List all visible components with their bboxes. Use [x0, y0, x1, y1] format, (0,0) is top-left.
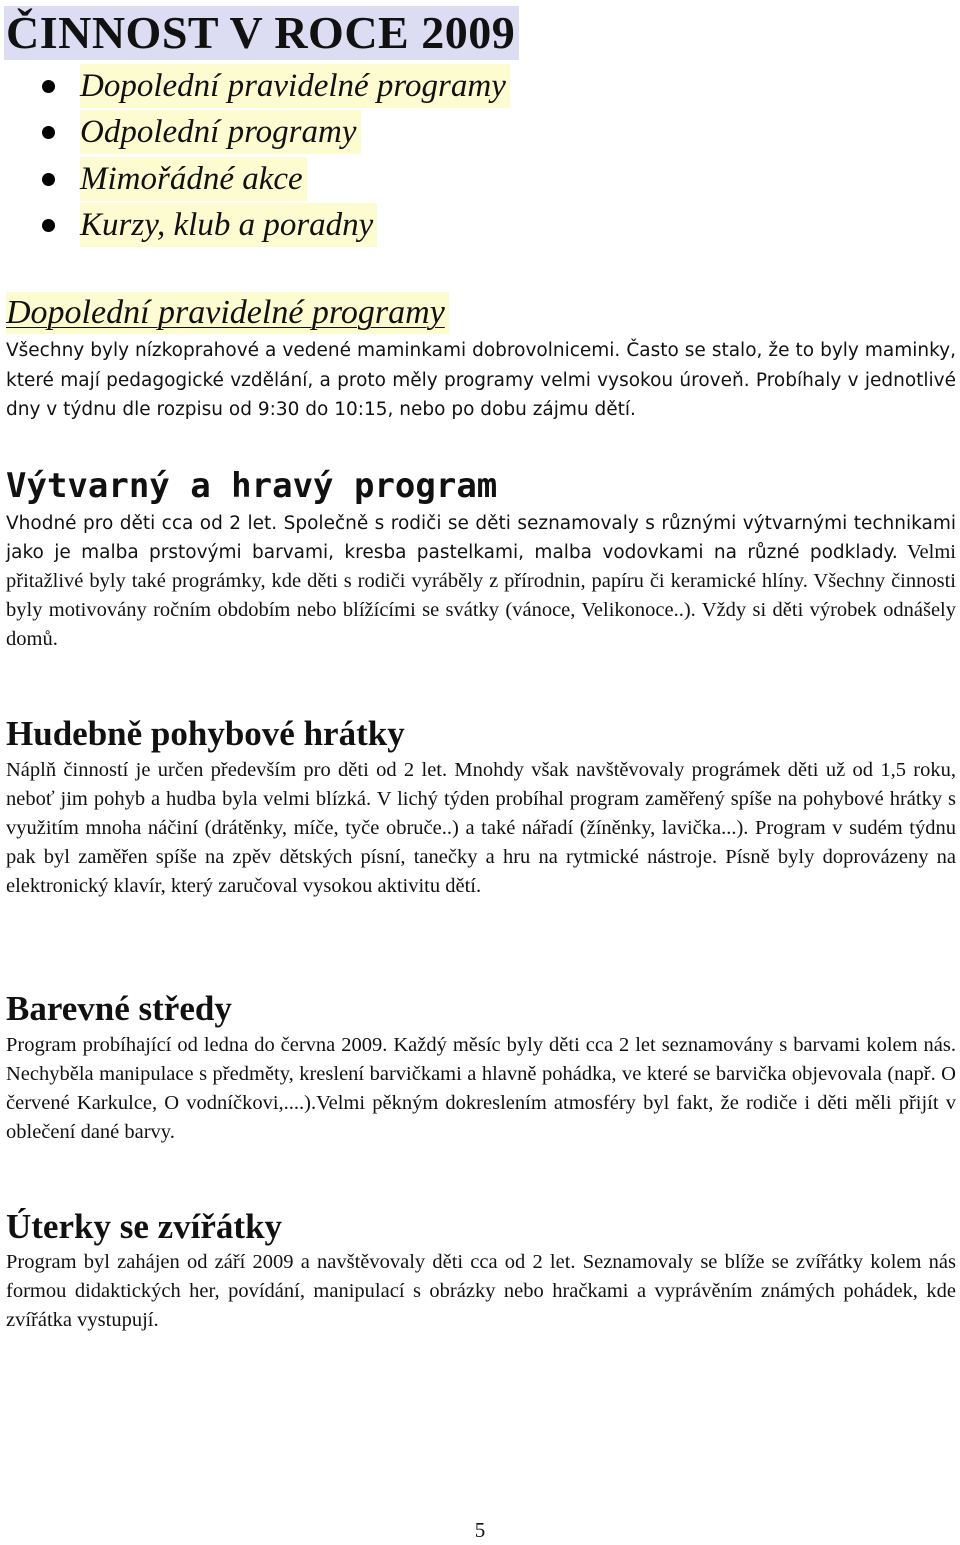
section-heading-uterky: Úterky se zvířátky	[6, 1207, 283, 1246]
section-text-barevne: Program probíhající od ledna do června 2009. Každý měsíc byly děti cca 2 let seznamovány s barvami kolem nás. Nechyběla manipulace s předměty, kreslení barvičkami a hlavně pohádka, ve které se barvička objevovala (např. O červené Karkulce, O vodníčkovi,....).Velmi pěkným dokreslením atmosféry byl fakt, že rodiče i děti měli přijít v oblečení dané barvy.	[6, 1034, 956, 1143]
section-text-dopoledni: Všechny byly nízkoprahové a vedené maminkami dobrovolnicemi. Často se stalo, že to byly maminky, které mají pedagogické vzdělání, a proto měly programy velmi vysokou úroveň. Probíhaly v jednotlivé dny v týdnu dle rozpisu od 9:30 do 10:15, nebo po dobu zájmu dětí.	[6, 340, 956, 420]
section-heading-vytvarny: Výtvarný a hravý program	[6, 466, 498, 506]
page-number: 5	[474, 1518, 486, 1542]
section-heading-barevne: Barevné středy	[6, 989, 232, 1028]
bullet-icon	[42, 126, 55, 139]
toc-item-label[interactable]: Kurzy, klub a poradny	[80, 203, 377, 247]
toc-item-label[interactable]: Odpolední programy	[80, 110, 361, 154]
section-text-vytvarny-part1: Vhodné pro děti cca od 2 let. Společně s rodiči se děti seznamovaly s různými výtvarnými technikami jako je malba prstovými barvami, kresba pastelkami, malba vodovkami na různé podklady.	[6, 513, 956, 563]
section-text-vytvarny-part2: Velmi přitažlivé byly také prográmky, kde děti s rodiči vyráběly z přírodnin, papíru či keramické hlíny. Všechny činnosti byly motivovány ročním obdobím nebo blížícími se svátky (vánoce, Velikonoce..). Vždy si děti výrobek odnášely domů.	[6, 541, 956, 650]
section-heading-hudebne: Hudebně pohybové hrátky	[6, 714, 405, 753]
toc-item-label[interactable]: Dopolední pravidelné programy	[80, 64, 510, 108]
page-title: ČINNOST V ROCE 2009	[4, 6, 519, 60]
section-text-vytvarny	[6, 509, 956, 654]
bullet-icon	[42, 173, 55, 186]
section-text-hudebne: Náplň činností je určen především pro děti od 2 let. Mnohdy však navštěvovaly prográmek děti už od 1,5 roku, neboť jim pohyb a hudba byla velmi blízká. V lichý týden probíhal program zaměřený spíše na pohybové hrátky s využitím mnoha náčiní (drátěnky, míče, tyče obruče..) a také nářadí (žíněnky, lavička...). Program v sudém týdnu pak byl zaměřen spíše na zpěv dětských písní, tanečky a hru na rytmické nástroje. Písně byly doprovázeny na elektronický klavír, který zaručoval vysokou aktivitu dětí.	[6, 759, 956, 897]
section-text-uterky: Program byl zahájen od září 2009 a navštěvovaly děti cca od 2 let. Seznamovaly se blíže se zvířátky kolem nás formou didaktických her, povídání, manipulací s obrázky nebo hračkami a vyprávěním známých pohádek, kde zvířátka vystupují.	[6, 1251, 956, 1331]
toc-item-label[interactable]: Mimořádné akce	[80, 157, 307, 201]
bullet-icon	[42, 219, 55, 232]
bullet-icon	[42, 80, 55, 93]
section-heading-dopoledni[interactable]: Dopolední pravidelné programy	[6, 292, 449, 334]
